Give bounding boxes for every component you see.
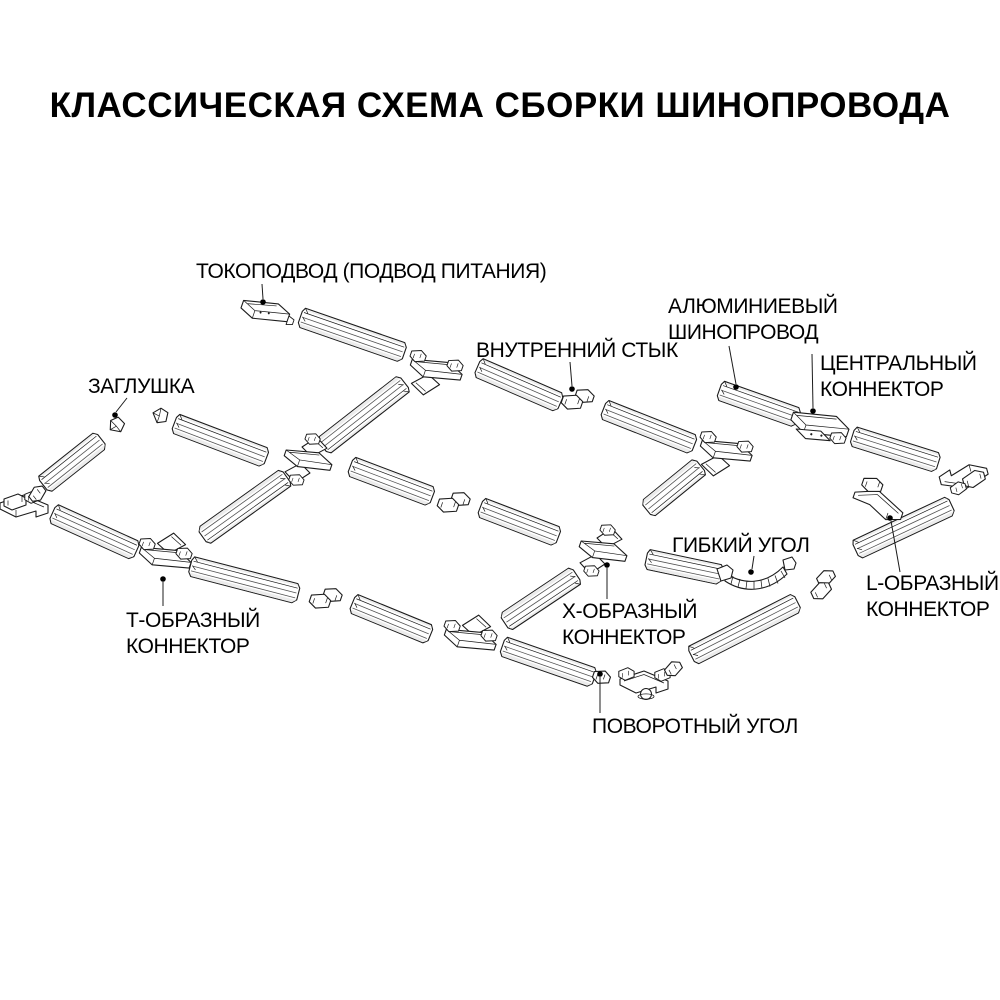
leader-line — [729, 346, 736, 384]
track-rail-segment — [851, 496, 955, 559]
part-label-text: Т-ОБРАЗНЫЙ — [126, 609, 260, 632]
leader-dot — [887, 515, 893, 521]
track-rail-segment — [37, 431, 107, 493]
leader-dot — [112, 412, 118, 418]
cross-connector — [571, 517, 635, 585]
leader-dot — [733, 384, 739, 390]
leader-line — [752, 556, 754, 569]
track-rail-segment — [171, 414, 270, 468]
part-label-text: ЗАГЛУШКА — [88, 375, 195, 398]
corner-connector — [938, 461, 991, 499]
track-rail-segment — [188, 556, 301, 603]
lconn-connector — [850, 473, 911, 524]
pivot-connector — [619, 668, 670, 700]
track-rail-segment — [716, 381, 802, 428]
leader-dot — [569, 386, 575, 392]
leader-dot — [748, 569, 754, 575]
track-rail-segment — [849, 427, 941, 473]
part-label-text: КОННЕКТОР — [562, 626, 686, 649]
part-label-text: Х-ОБРАЗНЫЙ — [562, 600, 698, 623]
track-rail-segment — [477, 498, 562, 547]
part-label-text: КОННЕКТОР — [866, 598, 990, 621]
feed-connector — [239, 293, 297, 331]
track-rail-segment — [640, 458, 707, 518]
label-end-cap — [88, 375, 195, 418]
part-label-text: ТОКОПОДВОД (ПОДВОД ПИТАНИЯ) — [196, 260, 547, 283]
label-power-feed — [196, 260, 546, 305]
track-rail-segment — [473, 358, 564, 412]
cap-connector — [106, 415, 127, 436]
track-rail-segment — [48, 504, 140, 560]
part-label-text: ГИБКИЙ УГОЛ — [672, 534, 810, 557]
cap-connector — [150, 406, 169, 425]
part-label-text: L-ОБРАЗНЫЙ — [866, 572, 999, 595]
part-label-text: КОННЕКТОР — [820, 378, 944, 401]
joint-connector — [308, 582, 344, 615]
part-label-text: ЦЕНТРАЛЬНЫЙ — [820, 352, 977, 375]
track-rail-segment — [687, 593, 802, 665]
joint-connector — [805, 567, 842, 602]
leader-dot — [260, 299, 266, 305]
leader-line — [116, 398, 127, 412]
leader-line — [812, 354, 813, 408]
leader-dot — [160, 576, 166, 582]
joint-connector — [560, 383, 596, 416]
joint-connector — [436, 486, 472, 519]
track-rail-segment — [600, 400, 698, 455]
track-rail-segment — [347, 457, 436, 507]
flex-connector — [717, 557, 796, 589]
track-rail-segment — [297, 308, 408, 363]
track-rail-segment — [316, 375, 410, 455]
part-label-text: КОННЕКТОР — [126, 635, 250, 658]
part-label-text: ШИНОПРОВОД — [668, 321, 819, 344]
page-title: КЛАССИЧЕСКАЯ СХЕМА СБОРКИ ШИНОПРОВОДА — [49, 86, 951, 125]
part-label-text: АЛЮМИНИЕВЫЙ — [668, 295, 838, 318]
leader-line — [262, 284, 263, 299]
leader-dot — [810, 408, 816, 414]
track-rail-segment — [349, 594, 435, 645]
leader-line — [570, 362, 572, 386]
tee-connector — [134, 524, 198, 577]
tee-connector — [439, 606, 503, 659]
tee-connector — [399, 345, 466, 405]
leader-dot — [597, 671, 603, 677]
leader-dot — [604, 562, 610, 568]
part-label-text: ПОВОРОТНЫЙ УГОЛ — [592, 715, 798, 738]
track-rail-segment — [197, 469, 293, 545]
label-central-connector — [810, 351, 976, 414]
part-label-text: ВНУТРЕННИЙ СТЫК — [476, 339, 678, 362]
